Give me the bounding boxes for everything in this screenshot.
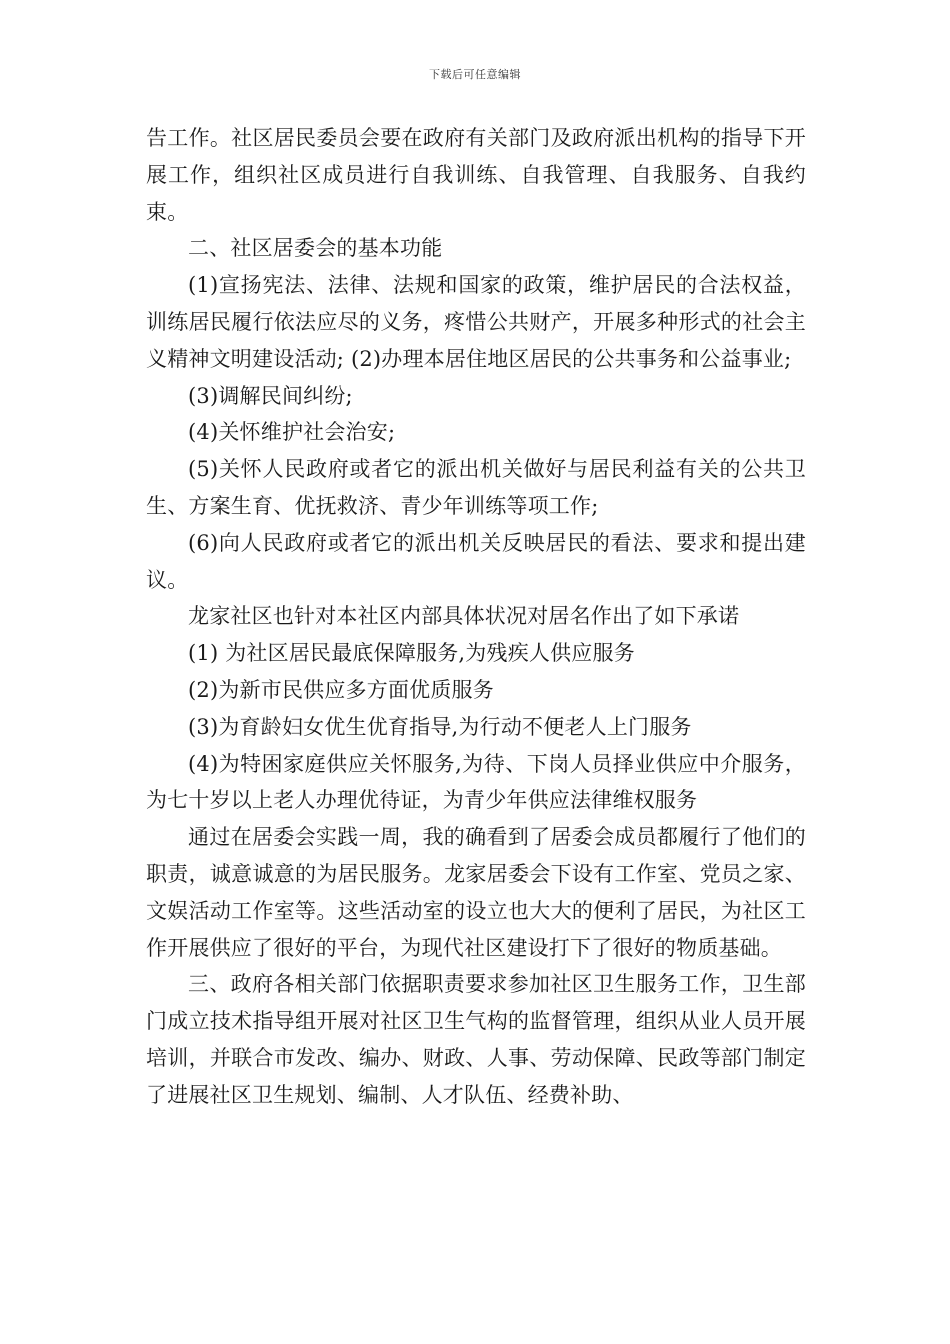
commitment-item-3: (3)为育龄妇女优生优育指导,为行动不便老人上门服务 — [188, 714, 692, 739]
function-item-4: (4)关怀维护社会治安; — [188, 420, 396, 445]
function-item-3: (3)调解民间纠纷; — [188, 383, 353, 408]
practice-summary: 通过在居委会实践一周，我的确看到了居委会成员都履行了他们的职责，诚意诚意的为居民服务。龙家居委会下设有工作室、党员之家、文娱活动工作室等。这些活动室的设立也大大的便利了居民，为社区工作开展供应了很好的平台，为现代社区建设打下了很好的物质基础。 — [146, 825, 806, 960]
section-heading-3: 三、政府各相关部门依据职责要求参加社区卫生服务工作，卫生部门成立技术指导组开展对社区卫生气构的监督管理，组织从业人员开展培训，并联合市发改、编办、财政、人事、劳动保障、民政等部门制定了进展社区卫生规划、编制、人才队伍、经费补助、 — [146, 972, 806, 1107]
page-header-note: 下载后可任意编辑 — [429, 68, 521, 81]
commitment-item-4: (4)为特困家庭供应关怀服务,为待、下岗人员择业供应中介服务，为七十岁以上老人办理优待证，为青少年供应法律维权服务 — [146, 751, 806, 813]
function-item-6: (6)向人民政府或者它的派出机关反映居民的看法、要求和提出建议。 — [146, 530, 806, 592]
function-item-5: (5)关怀人民政府或者它的派出机关做好与居民利益有关的公共卫生、方案生育、优抚救济、青少年训练等项工作; — [146, 457, 806, 518]
commitment-intro: 龙家社区也针对本社区内部具体状况对居名作出了如下承诺 — [188, 604, 740, 629]
paragraph-continued: 告工作。社区居民委员会要在政府有关部门及政府派出机构的指导下开展工作，组织社区成员进行自我训练、自我管理、自我服务、自我约束。 — [146, 126, 806, 224]
commitment-item-1: (1) 为社区居民最底保障服务,为残疾人供应服务 — [188, 641, 635, 666]
commitment-item-2: (2)为新市民供应多方面优质服务 — [188, 677, 494, 702]
document-body — [146, 120, 806, 1114]
section-heading-2: 二、社区居委会的基本功能 — [188, 236, 443, 261]
function-item-1-2: (1)宣扬宪法、法律、法规和国家的政策，维护居民的合法权益，训练居民履行依法应尽的义务，疼惜公共财产，开展多种形式的社会主义精神文明建设活动; (2)办理本居住地区居民的公共事务和公益事业; — [146, 273, 806, 371]
